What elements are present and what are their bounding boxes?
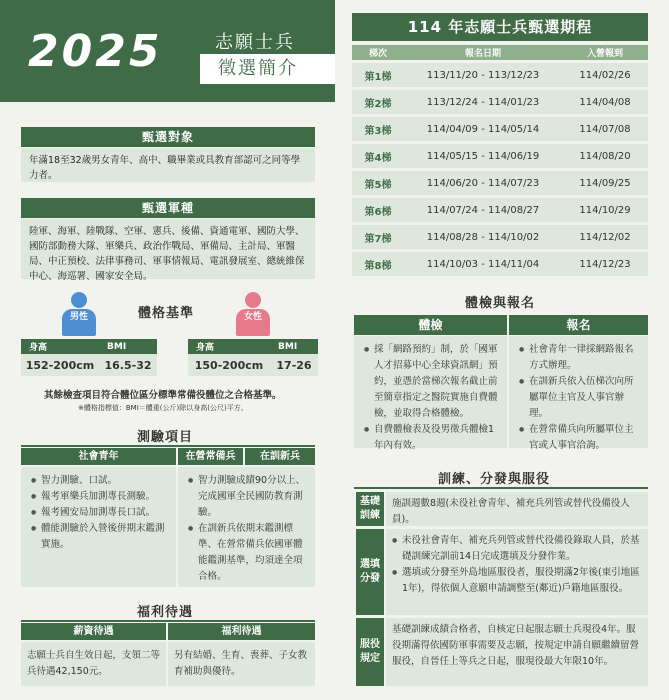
tests-col3-header: 在訓新兵 (245, 448, 315, 465)
table-row (352, 144, 648, 168)
female-height-header: 身高 (188, 339, 270, 354)
schedule-title: 114 年志願士兵甄選期程 (352, 13, 648, 41)
schedule-batch-cell: 第1梯 (352, 63, 404, 87)
welfare-col2-body: 另有結婚、生育、喪葬、子女教育補助與優待。 (168, 642, 315, 686)
list-item: ● 社會青年一律採網路報名方式辦理。 (519, 342, 642, 374)
schedule-batch-cell: 第7梯 (352, 225, 404, 249)
physical-note: 其餘檢查項目符合體位區分標準常備役體位之合格基準。 (44, 390, 282, 401)
table-row (352, 90, 648, 114)
schedule-dates-cell: 114/08/28 - 114/10/02 (404, 225, 562, 249)
training-title: 訓練、分發與服役 (438, 472, 551, 487)
bmi-formula: ※體格指標值：BMI＝體重(公斤)除以身高(公尺)平方。 (78, 404, 248, 412)
tests-col2-body (178, 467, 315, 587)
eligibility-text: 年滿18至32歲男女青年、高中、職畢業或具教育部認可之同等學力者。 (21, 148, 315, 182)
schedule-report-cell: 114/07/08 (562, 117, 648, 141)
header-title-line2: 徵選簡介 (200, 54, 335, 84)
schedule-report-cell: 114/08/20 (562, 144, 648, 168)
list-item: ● 報考軍樂兵加測專長測驗。 (31, 489, 170, 505)
schedule-batch-cell: 第8梯 (352, 252, 404, 276)
schedule-batch-cell: 第3梯 (352, 117, 404, 141)
schedule-dates-cell: 113/12/24 - 114/01/23 (404, 90, 562, 114)
list-item: ● 智力測驗、口試。 (31, 473, 170, 489)
signup-col-header: 報名 (509, 315, 648, 335)
female-label: 女性 (236, 309, 270, 336)
schedule-dates-cell: 114/07/24 - 114/08/27 (404, 198, 562, 222)
branches-title: 甄選軍種 (21, 198, 315, 218)
schedule-dates-cell: 114/04/09 - 114/05/14 (404, 117, 562, 141)
tests-col1-header: 社會青年 (21, 448, 176, 465)
header-year: 2025 (28, 26, 163, 77)
table-row (352, 198, 648, 222)
male-bmi-value: 16.5-32 (99, 354, 157, 376)
male-figure-icon (58, 292, 100, 336)
schedule-report-cell: 114/04/08 (562, 90, 648, 114)
list-item: ● 在訓新兵依入伍梯次向所屬單位主官及人事官辦理。 (519, 374, 642, 422)
list-item: ● 採「網路預約」制，於「國軍人才招募中心全球資訊網」預約，並憑於當梯次報名截止前至簡章指定之醫院實施自費體檢，並取得合格體檢。 (364, 342, 501, 422)
basic-training-label: 基礎訓練 (356, 492, 384, 526)
exam-col-body (354, 336, 507, 451)
list-item: ● 在訓新兵依期末鑑測標準、在營常備兵依國軍體能鑑測基準，均須達全項合格。 (188, 521, 307, 585)
schedule-header-dates: 報名日期 (404, 45, 562, 60)
schedule-dates-cell: 114/05/15 - 114/06/19 (404, 144, 562, 168)
female-bmi-header: BMI (270, 339, 318, 354)
table-row (352, 252, 648, 276)
exam-signup-title: 體檢與報名 (465, 296, 536, 311)
list-item: ● 在營常備兵向所屬單位主官或人事官洽詢。 (519, 422, 642, 454)
welfare-col2-header: 福利待遇 (168, 623, 315, 640)
tests-col1-body (21, 467, 176, 587)
male-label: 男性 (62, 309, 96, 336)
tests-col2-header: 在營常備兵 (178, 448, 243, 465)
header-banner (0, 0, 335, 102)
list-item: ● 報考國安局加測專長口試。 (31, 505, 170, 521)
table-row (352, 171, 648, 195)
service-rules-text: 基礎訓練成績合格者，自核定日起服志願士兵現役4年。服役期滿得依國防軍事需要及志願，按規定申請自願繼續留營服役，自晉任上等兵之日起，服現役最大年限10年。 (386, 618, 648, 686)
welfare-title: 福利待遇 (137, 605, 194, 620)
male-bmi-header: BMI (99, 339, 157, 354)
male-height-value: 152-200cm (21, 354, 99, 376)
list-item: ● 智力測驗成績90分以上、完成國軍全民國防教育測驗。 (188, 473, 307, 521)
assignment-body (386, 529, 648, 615)
divider (21, 620, 315, 622)
table-row (352, 63, 648, 87)
welfare-col1-body: 志願士兵自生效日起，支領二等兵待遇42,150元。 (21, 642, 166, 686)
schedule-dates-cell: 113/11/20 - 113/12/23 (404, 63, 562, 87)
female-figure-icon (232, 292, 274, 336)
female-bmi-value: 17-26 (270, 354, 318, 376)
schedule-report-cell: 114/09/25 (562, 171, 648, 195)
schedule-batch-cell: 第6梯 (352, 198, 404, 222)
schedule-report-cell: 114/10/29 (562, 198, 648, 222)
schedule-batch-cell: 第4梯 (352, 144, 404, 168)
female-height-value: 150-200cm (188, 354, 270, 376)
list-item: ● 自費體檢表及役男徵兵體檢1年內有效。 (364, 422, 501, 454)
female-criteria-table (188, 339, 318, 376)
table-row (352, 117, 648, 141)
schedule-header-batch: 梯次 (352, 45, 404, 60)
physical-title: 體格基準 (138, 306, 195, 321)
schedule-header-report: 入營報到 (562, 45, 648, 60)
list-item: ● 體能測驗於入營後併期末鑑測實施。 (31, 521, 170, 553)
list-item: ● 未役社會青年、補充兵列管或替代役備役錄取人員，於基礎訓練完訓前14日完成選填及分發作業。 (392, 533, 642, 565)
schedule-batch-cell: 第2梯 (352, 90, 404, 114)
table-row (352, 225, 648, 249)
schedule-batch-cell: 第5梯 (352, 171, 404, 195)
schedule-report-cell: 114/12/23 (562, 252, 648, 276)
divider (21, 445, 315, 447)
eligibility-title: 甄選對象 (21, 127, 315, 147)
schedule-dates-cell: 114/06/20 - 114/07/23 (404, 171, 562, 195)
service-rules-label: 服役規定 (356, 618, 384, 686)
divider (354, 487, 648, 489)
welfare-col1-header: 薪資待遇 (21, 623, 166, 640)
list-item: ● 選填或分發至外島地區服役者，服役期滿2年後(東引地區1年)，得依個人意願申請調整至(鄰近)戶籍地區服役。 (392, 565, 642, 597)
male-height-header: 身高 (21, 339, 99, 354)
basic-training-text: 施訓週數8週(未役社會青年、補充兵列管或替代役備役人員)。 (386, 492, 648, 526)
header-title-line1: 志願士兵 (215, 32, 295, 53)
schedule-report-cell: 114/12/02 (562, 225, 648, 249)
assignment-label: 選填分發 (356, 529, 384, 615)
schedule-report-cell: 114/02/26 (562, 63, 648, 87)
schedule-dates-cell: 114/10/03 - 114/11/04 (404, 252, 562, 276)
exam-col-header: 體檢 (354, 315, 507, 335)
schedule-table (352, 42, 648, 279)
branches-text: 陸軍、海軍、陸戰隊、空軍、憲兵、後備、資通電軍、國防大學、國防部動務大隊、軍樂兵、政治作戰局、軍備局、主計局、軍醫局、中正預校、法律事務司、軍事情報局、電訊發展室、總統維保中心、海巡署、國家安全局。 (21, 219, 315, 279)
signup-col-body (509, 336, 648, 451)
tests-title: 測驗項目 (137, 430, 194, 445)
male-criteria-table (21, 339, 157, 376)
